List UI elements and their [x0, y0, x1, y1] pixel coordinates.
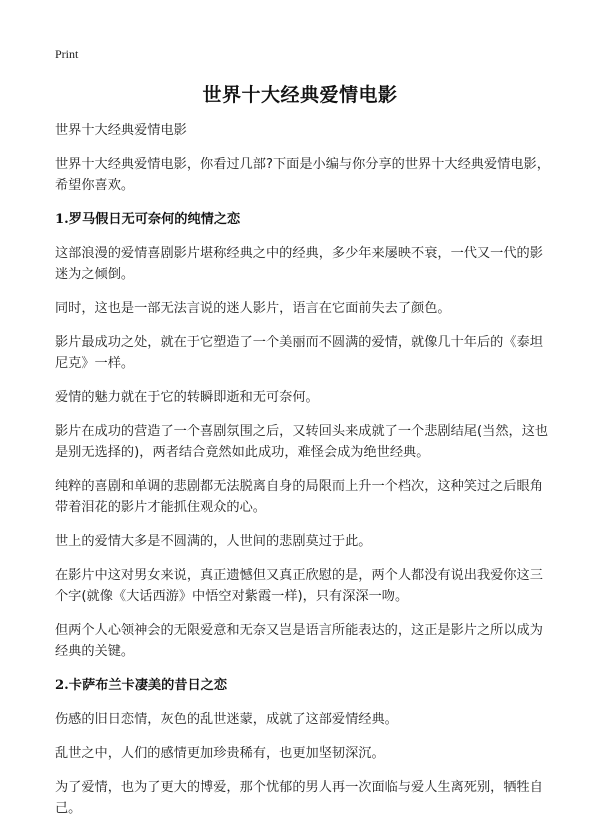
- article-body: [55, 120, 550, 832]
- section-heading: 1.罗马假日无可奈何的纯情之恋: [55, 212, 241, 227]
- paragraph: 影片在成功的营造了一个喜剧氛围之后，又转回头来成就了一个悲剧结尾(当然，这也是别无选择的)，两者结合竟然如此成功，难怪会成为绝世经典。: [55, 424, 549, 460]
- paragraph: 但两个人心领神会的无限爱意和无奈又岂是语言所能表达的，这正是影片之所以成为经典的关键。: [55, 623, 543, 659]
- paragraph: 爱情的魅力就在于它的转瞬即逝和无可奈何。: [55, 390, 319, 405]
- paragraph: 影片最成功之处，就在于它塑造了一个美丽而不圆满的爱情，就像几十年后的《泰坦尼克》一样。: [55, 335, 543, 371]
- paragraph: 伤感的旧日恋情，灰色的乱世迷蒙，成就了这部爱情经典。: [55, 712, 398, 727]
- paragraph: 世上的爱情大多是不圆满的，人世间的悲剧莫过于此。: [55, 534, 372, 549]
- paragraph: 世界十大经典爱情电影: [55, 123, 187, 138]
- paragraph: 乱世之中，人们的感情更加珍贵稀有，也更加坚韧深沉。: [55, 746, 385, 761]
- paragraph: 世界十大经典爱情电影，你看过几部?下面是小编与你分享的世界十大经典爱情电影，希望你喜欢。: [55, 157, 550, 193]
- paragraph: 这部浪漫的爱情喜剧影片堪称经典之中的经典，多少年来屡映不衰，一代又一代的影迷为之倾倒。: [55, 246, 543, 282]
- print-link[interactable]: Print: [55, 47, 79, 61]
- paragraph: 同时，这也是一部无法言说的迷人影片，语言在它面前失去了颜色。: [55, 301, 451, 316]
- section-heading: 2.卡萨布兰卡凄美的昔日之恋: [55, 678, 228, 693]
- paragraph: 纯粹的喜剧和单调的悲剧都无法脱离自身的局限而上升一个档次，这种笑过之后眼角带着泪花的影片才能抓住观众的心。: [55, 479, 543, 515]
- paragraph: 在影片中这对男女来说，真正遗憾但又真正欣慰的是，两个人都没有说出我爱你这三个字(就像《大话西游》中悟空对紫霞一样)，只有深深一吻。: [55, 568, 543, 604]
- paragraph: 为了爱情，也为了更大的博爱，那个忧郁的男人再一次面临与爱人生离死别，牺牲自己。: [55, 780, 543, 816]
- page-title: 世界十大经典爱情电影: [202, 84, 398, 106]
